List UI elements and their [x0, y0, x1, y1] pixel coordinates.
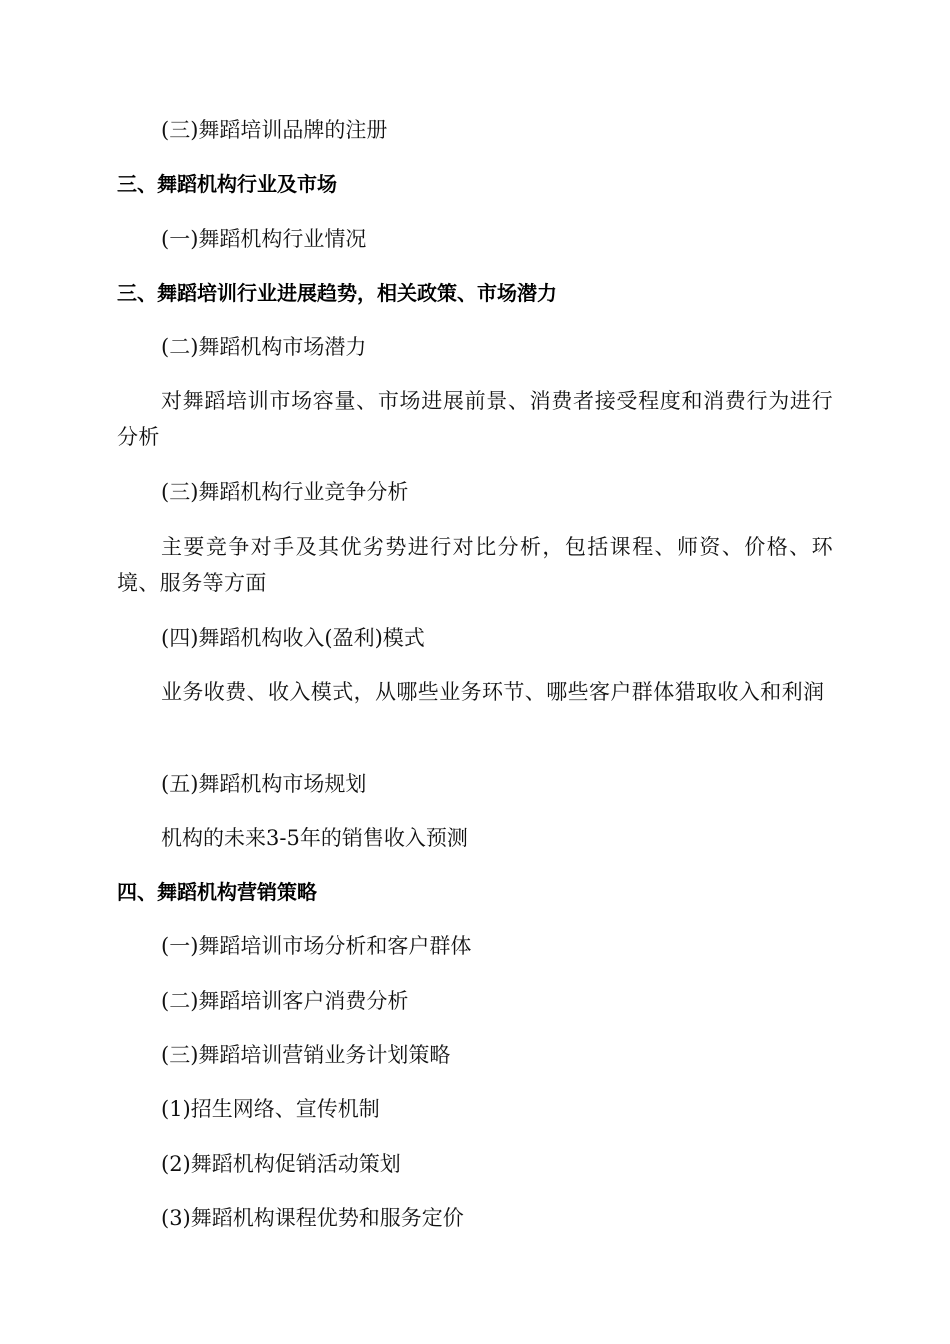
section-heading: 三、舞蹈培训行业进展趋势，相关政策、市场潜力 [117, 281, 557, 305]
subsection-heading: (二)舞蹈机构市场潜力 [161, 335, 367, 359]
body-paragraph: 主要竞争对手及其优劣势进行对比分析，包括课程、师资、价格、环境、服务等方面 [117, 535, 833, 595]
subsection-heading: (二)舞蹈培训客户消费分析 [161, 989, 409, 1013]
body-paragraph: 业务收费、收入模式，从哪些业务环节、哪些客户群体猎取收入和利润 [161, 680, 825, 704]
section-heading: 四、舞蹈机构营销策略 [117, 880, 317, 904]
body-paragraph: 机构的未来3-5年的销售收入预测 [161, 826, 468, 850]
list-item: (2)舞蹈机构促销活动策划 [161, 1152, 401, 1176]
subsection-heading: (三)舞蹈培训品牌的注册 [161, 118, 388, 142]
subsection-heading: (一)舞蹈机构行业情况 [161, 227, 367, 251]
subsection-heading: (五)舞蹈机构市场规划 [161, 772, 367, 796]
subsection-heading: (一)舞蹈培训市场分析和客户群体 [161, 934, 472, 958]
section-heading: 三、舞蹈机构行业及市场 [117, 172, 337, 196]
list-item: (3)舞蹈机构课程优势和服务定价 [161, 1206, 464, 1230]
body-paragraph: 对舞蹈培训市场容量、市场进展前景、消费者接受程度和消费行为进行分析 [117, 389, 833, 449]
subsection-heading: (三)舞蹈机构行业竞争分析 [161, 480, 409, 504]
subsection-heading: (四)舞蹈机构收入(盈利)模式 [161, 626, 425, 650]
list-item: (1)招生网络、宣传机制 [161, 1097, 380, 1121]
subsection-heading: (三)舞蹈培训营销业务计划策略 [161, 1043, 451, 1067]
